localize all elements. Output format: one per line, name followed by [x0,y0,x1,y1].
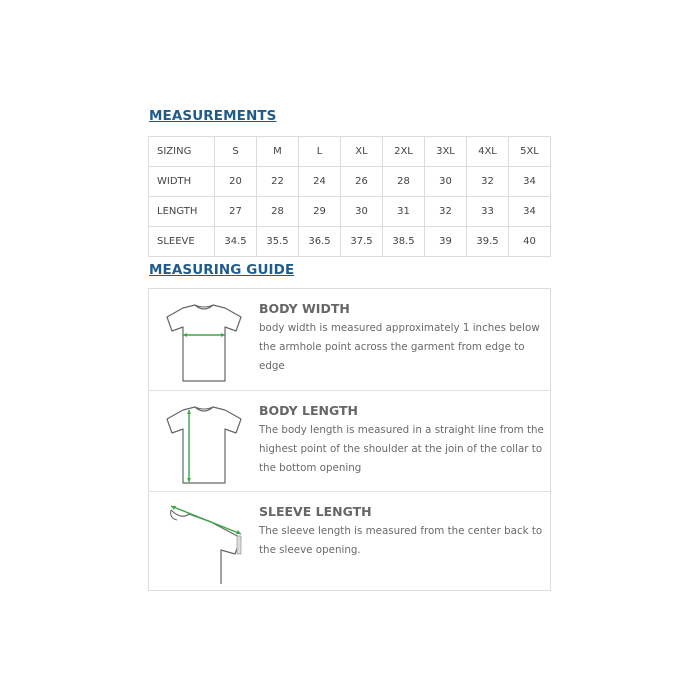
guide-title: BODY WIDTH [259,301,350,316]
table-cell: 27 [215,197,257,227]
guide-item-sleeve-length [149,491,550,591]
guide-item-body-length [149,390,550,492]
table-cell: 39 [425,227,467,257]
table-row [149,197,551,227]
size-header-cell: M [257,137,299,167]
table-cell: 22 [257,167,299,197]
table-cell: 34 [509,197,551,227]
table-cell: 30 [425,167,467,197]
guide-description: The sleeve length is measured from the center back to the sleeve opening. [259,525,543,556]
table-cell: 35.5 [257,227,299,257]
guide-description: body width is measured approximately 1 inches below the armhole point across the garment from edge to edge [259,322,540,372]
table-cell: 38.5 [383,227,425,257]
table-cell: 36.5 [299,227,341,257]
table-cell: 34 [509,167,551,197]
table-cell: 20 [215,167,257,197]
row-label-length: LENGTH [149,197,215,227]
table-cell: 28 [257,197,299,227]
size-header-cell: S [215,137,257,167]
table-cell: 40 [509,227,551,257]
tshirt-length-icon [159,397,249,487]
table-cell: 26 [341,167,383,197]
size-header-cell: L [299,137,341,167]
table-cell: 24 [299,167,341,197]
size-chart-table [148,136,551,257]
row-label-width: WIDTH [149,167,215,197]
table-cell: 33 [467,197,509,227]
row-label-sleeve: SLEEVE [149,227,215,257]
size-header-cell: XL [341,137,383,167]
tshirt-width-icon [159,295,249,385]
table-cell: 37.5 [341,227,383,257]
size-header-cell: 2XL [383,137,425,167]
table-cell: 32 [425,197,467,227]
table-row [149,137,551,167]
table-cell: 29 [299,197,341,227]
size-header-cell: 5XL [509,137,551,167]
sizing-header-cell: SIZING [149,137,215,167]
table-cell: 28 [383,167,425,197]
size-header-cell: 4XL [467,137,509,167]
measuring-guide-heading: MEASURING GUIDE [149,262,295,278]
measuring-guide-box [148,288,551,591]
table-row [149,227,551,257]
table-cell: 32 [467,167,509,197]
guide-description: The body length is measured in a straight line from the highest point of the shoulder at the join of the collar to the bottom opening [259,424,544,474]
measurements-heading: MEASUREMENTS [149,108,277,124]
sleeve-length-icon [159,498,249,588]
size-header-cell: 3XL [425,137,467,167]
guide-title: SLEEVE LENGTH [259,504,372,519]
table-cell: 30 [341,197,383,227]
table-row [149,167,551,197]
guide-item-body-width [149,289,550,390]
guide-title: BODY LENGTH [259,403,359,418]
table-cell: 39.5 [467,227,509,257]
table-cell: 31 [383,197,425,227]
table-cell: 34.5 [215,227,257,257]
